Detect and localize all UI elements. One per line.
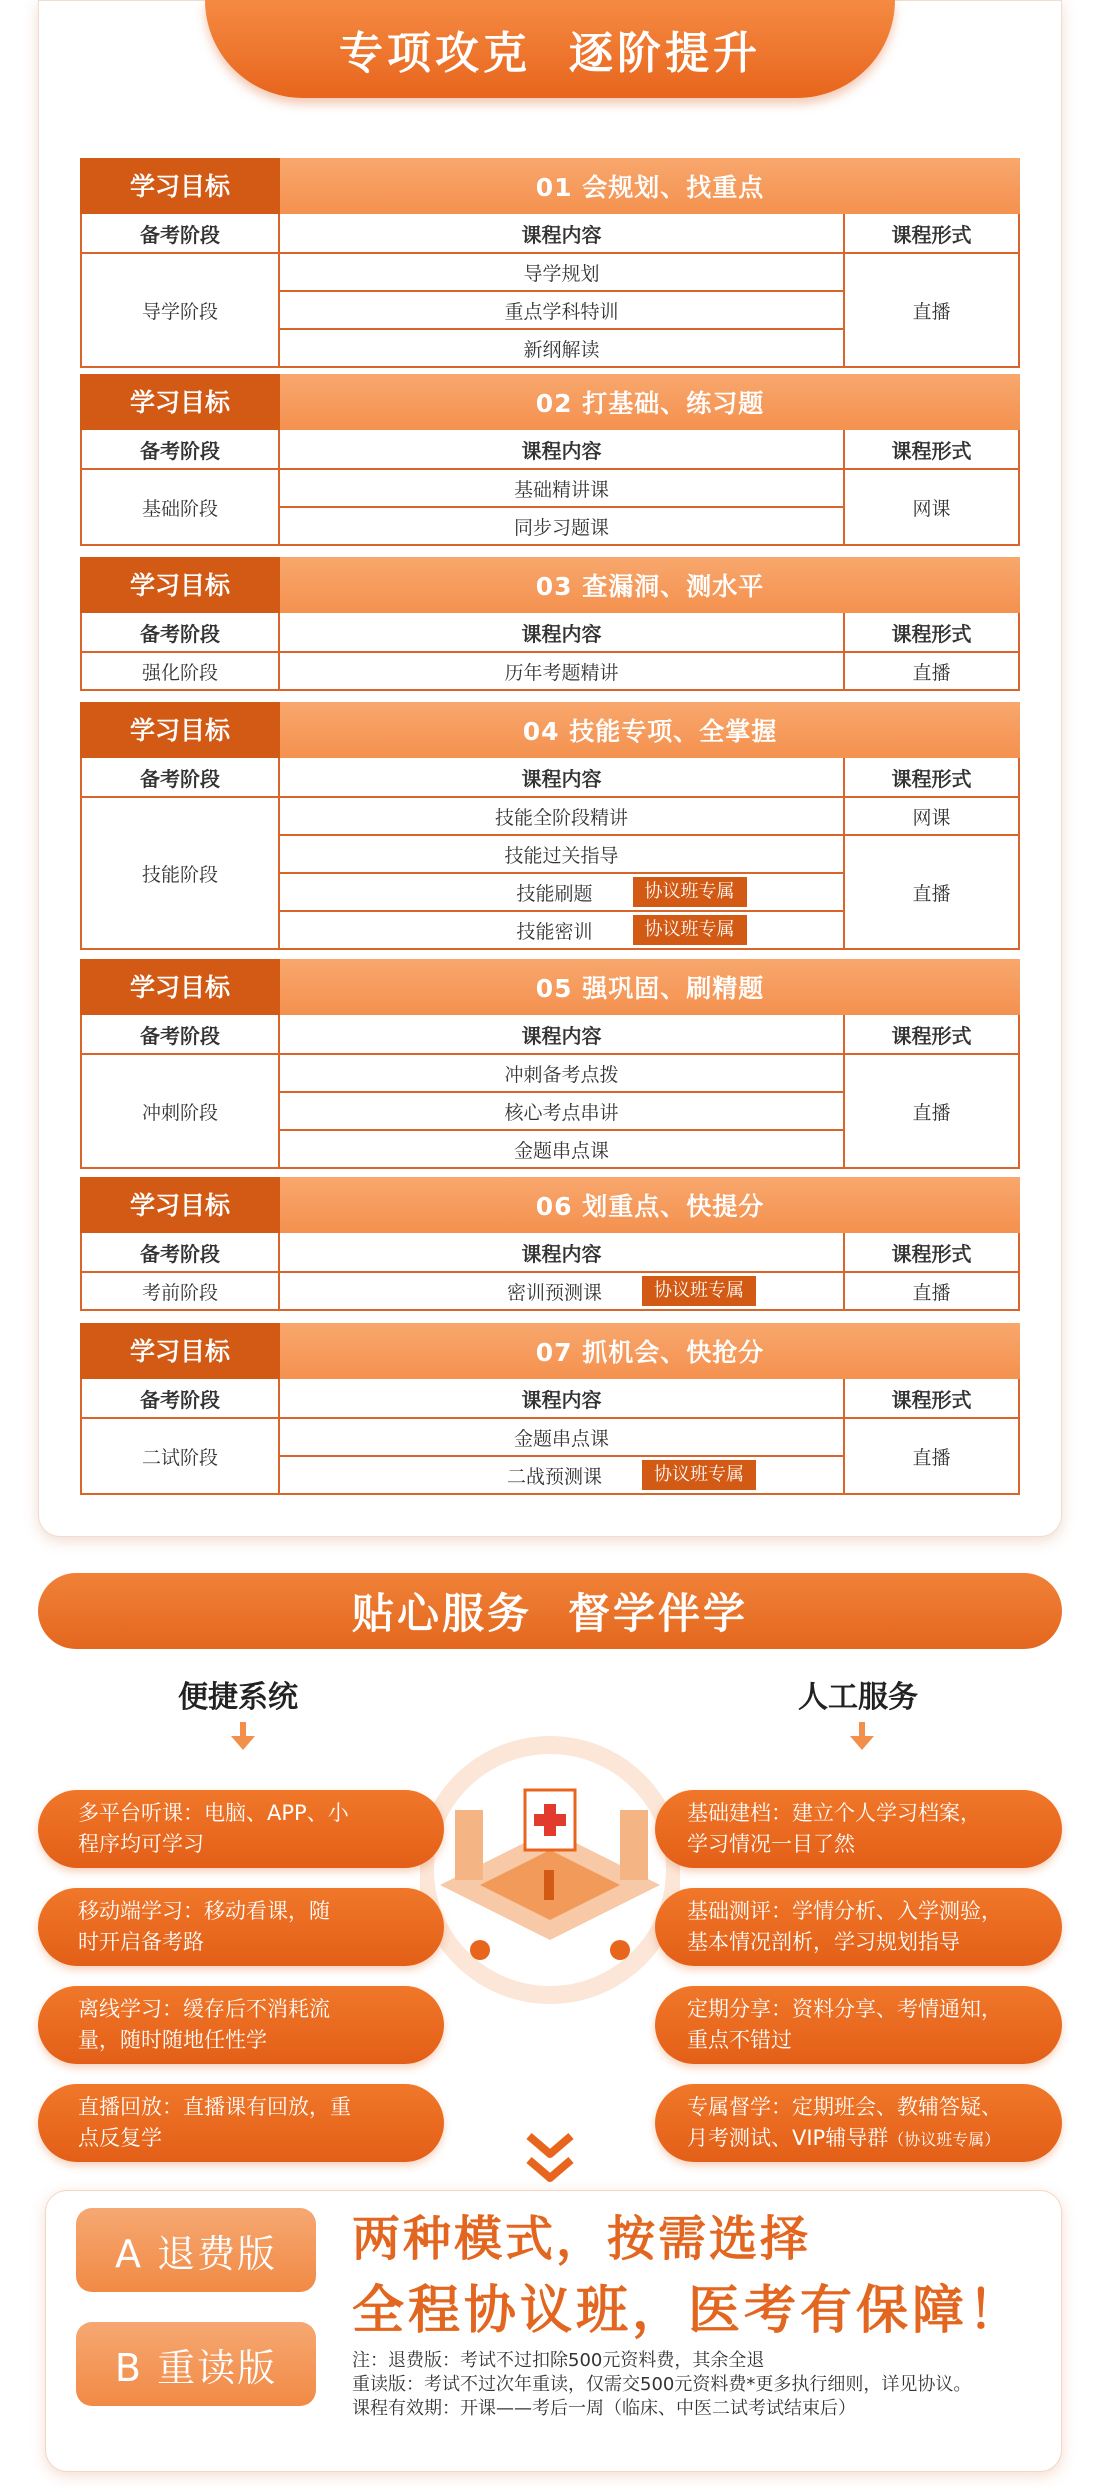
goal-label: 学习目标 xyxy=(80,959,280,1015)
goal-title: 04 技能专项、全掌握 xyxy=(280,702,1020,758)
service-item-line: 时开启备考路 xyxy=(78,1930,204,1954)
service-item-line: 定期分享：资料分享、考情通知， xyxy=(687,1997,1002,2021)
service-item xyxy=(38,1888,444,1966)
goal-label: 学习目标 xyxy=(80,557,280,613)
service-item xyxy=(655,1790,1062,1868)
goal-label: 学习目标 xyxy=(80,702,280,758)
course-item: 技能全阶段精讲 xyxy=(280,798,845,836)
service-item-line: 多平台听课：电脑、APP、小 xyxy=(78,1801,349,1825)
service-item xyxy=(38,1790,444,1868)
service-item-line: 点反复学 xyxy=(78,2126,162,2150)
service-banner-part1: 贴心服务 xyxy=(351,1589,532,1638)
form-header: 课程形式 xyxy=(845,613,1020,653)
course-item: 金题串点课 xyxy=(280,1131,845,1169)
headline-guarantee: 全程协议班，医考有保障！ xyxy=(352,2281,1025,2341)
course-form: 直播 xyxy=(845,1419,1020,1495)
course-item-label: 密训预测课 xyxy=(506,1281,602,1304)
service-item-line xyxy=(687,2123,1042,2155)
goal-title: 03 查漏洞、测水平 xyxy=(280,557,1020,613)
service-item xyxy=(655,2084,1062,2162)
service-item-line: 直播回放：直播课有回放，重 xyxy=(78,2095,351,2119)
stage-block-03 xyxy=(80,557,1020,691)
content-header: 课程内容 xyxy=(280,758,845,798)
stage-block-07 xyxy=(80,1323,1020,1495)
service-item-line: 学习情况一目了然 xyxy=(687,1832,855,1856)
form-header: 课程形式 xyxy=(845,1233,1020,1273)
stage-name: 冲刺阶段 xyxy=(80,1055,280,1169)
stage-name: 强化阶段 xyxy=(80,653,280,691)
goal-label: 学习目标 xyxy=(80,374,280,430)
course-item: 技能过关指导 xyxy=(280,836,845,874)
banner-title-part1: 专项攻克 xyxy=(339,28,531,79)
form-header: 课程形式 xyxy=(845,1379,1020,1419)
course-item: 历年考题精讲 xyxy=(280,653,845,691)
stage-name: 技能阶段 xyxy=(80,798,280,950)
service-item-line: 基本情况剖析，学习规划指导 xyxy=(687,1930,960,1954)
course-item xyxy=(280,874,845,912)
course-form: 网课 xyxy=(845,798,1020,836)
service-item xyxy=(655,1986,1062,2064)
course-item-label: 技能刷题 xyxy=(516,882,593,905)
course-form: 直播 xyxy=(845,653,1020,691)
double-chevron-down-icon xyxy=(525,2130,575,2190)
goal-label: 学习目标 xyxy=(80,1323,280,1379)
goal-title: 02 打基础、练习题 xyxy=(280,374,1020,430)
course-form: 直播 xyxy=(845,1273,1020,1311)
service-item-line: 基础建档：建立个人学习档案， xyxy=(687,1801,981,1825)
goal-title: 05 强巩固、刷精题 xyxy=(280,959,1020,1015)
banner-title-part2: 逐阶提升 xyxy=(569,28,761,79)
version-a-badge: A 退费版 xyxy=(76,2208,316,2292)
stage-block-05 xyxy=(80,959,1020,1169)
stage-name: 二试阶段 xyxy=(80,1419,280,1495)
course-item-label: 技能密训 xyxy=(516,920,593,943)
course-form: 直播 xyxy=(845,836,1020,950)
course-form: 直播 xyxy=(845,1055,1020,1169)
course-item xyxy=(280,1273,845,1311)
stage-name: 考前阶段 xyxy=(80,1273,280,1311)
service-item-line: 量，随时随地任性学 xyxy=(78,2028,267,2052)
service-item-line: 程序均可学习 xyxy=(78,1832,204,1856)
course-item xyxy=(280,1457,845,1495)
stage-header: 备考阶段 xyxy=(80,1015,280,1055)
right-column-title: 人工服务 xyxy=(798,1680,918,1715)
course-item: 同步习题课 xyxy=(280,508,845,546)
content-header: 课程内容 xyxy=(280,1233,845,1273)
note-line: 注：退费版：考试不过扣除500元资料费，其余全退 xyxy=(352,2350,765,2371)
course-item: 冲刺备考点拨 xyxy=(280,1055,845,1093)
form-header: 课程形式 xyxy=(845,430,1020,470)
goal-title: 06 划重点、快提分 xyxy=(280,1177,1020,1233)
service-item xyxy=(655,1888,1062,1966)
form-header: 课程形式 xyxy=(845,214,1020,254)
exclusive-tag: 协议班专属 xyxy=(642,1460,756,1490)
course-item xyxy=(280,912,845,950)
stage-header: 备考阶段 xyxy=(80,758,280,798)
stage-header: 备考阶段 xyxy=(80,1233,280,1273)
exclusive-note: （协议班专属） xyxy=(888,2130,1001,2149)
note-line: 重读版：考试不过次年重读，仅需交500元资料费*更多执行细则，详见协议。 xyxy=(352,2374,972,2395)
service-item xyxy=(38,1986,444,2064)
stage-header: 备考阶段 xyxy=(80,214,280,254)
service-item-line-text: 月考测试、VIP辅导群 xyxy=(687,2126,889,2150)
stage-block-01 xyxy=(80,158,1020,368)
content-header: 课程内容 xyxy=(280,613,845,653)
goal-title: 01 会规划、找重点 xyxy=(280,158,1020,214)
service-item-line: 移动端学习：移动看课，随 xyxy=(78,1899,330,1923)
note-line: 课程有效期：开课——考后一周（临床、中医二试考试结束后） xyxy=(352,2398,856,2419)
goal-label: 学习目标 xyxy=(80,158,280,214)
course-item: 新纲解读 xyxy=(280,330,845,368)
arrow-down-icon xyxy=(231,1736,255,1750)
arrow-down-icon xyxy=(850,1736,874,1750)
course-form: 直播 xyxy=(845,254,1020,368)
stage-header: 备考阶段 xyxy=(80,1379,280,1419)
goal-label: 学习目标 xyxy=(80,1177,280,1233)
service-item-line: 基础测评：学情分析、入学测验， xyxy=(687,1899,1002,1923)
goal-title: 07 抓机会、快抢分 xyxy=(280,1323,1020,1379)
stage-header: 备考阶段 xyxy=(80,430,280,470)
stage-name: 基础阶段 xyxy=(80,470,280,546)
content-header: 课程内容 xyxy=(280,430,845,470)
exclusive-tag: 协议班专属 xyxy=(642,1276,756,1306)
course-item: 核心考点串讲 xyxy=(280,1093,845,1131)
hospital-illustration-icon xyxy=(420,1720,680,2020)
course-item: 导学规划 xyxy=(280,254,845,292)
version-b-badge: B 重读版 xyxy=(76,2322,316,2406)
content-header: 课程内容 xyxy=(280,214,845,254)
exclusive-tag: 协议班专属 xyxy=(633,915,747,945)
exclusive-tag: 协议班专属 xyxy=(633,877,747,907)
headline-modes: 两种模式，按需选择 xyxy=(352,2211,812,2267)
stage-block-06 xyxy=(80,1177,1020,1311)
content-header: 课程内容 xyxy=(280,1015,845,1055)
course-form: 网课 xyxy=(845,470,1020,546)
service-item-line: 重点不错过 xyxy=(687,2028,792,2052)
form-header: 课程形式 xyxy=(845,758,1020,798)
course-item: 金题串点课 xyxy=(280,1419,845,1457)
stage-header: 备考阶段 xyxy=(80,613,280,653)
stage-name: 导学阶段 xyxy=(80,254,280,368)
service-item xyxy=(38,2084,444,2162)
left-column-title: 便捷系统 xyxy=(178,1680,298,1715)
content-header: 课程内容 xyxy=(280,1379,845,1419)
service-banner xyxy=(38,1573,1062,1649)
form-header: 课程形式 xyxy=(845,1015,1020,1055)
course-item: 重点学科特训 xyxy=(280,292,845,330)
service-item-line: 离线学习：缓存后不消耗流 xyxy=(78,1997,330,2021)
service-banner-part2: 督学伴学 xyxy=(568,1589,749,1638)
stage-block-04 xyxy=(80,702,1020,950)
stage-block-02 xyxy=(80,374,1020,546)
curriculum-banner xyxy=(205,0,895,98)
service-item-line: 专属督学：定期班会、教辅答疑、 xyxy=(687,2095,1002,2119)
course-item-label: 二战预测课 xyxy=(506,1465,602,1488)
course-item: 基础精讲课 xyxy=(280,470,845,508)
